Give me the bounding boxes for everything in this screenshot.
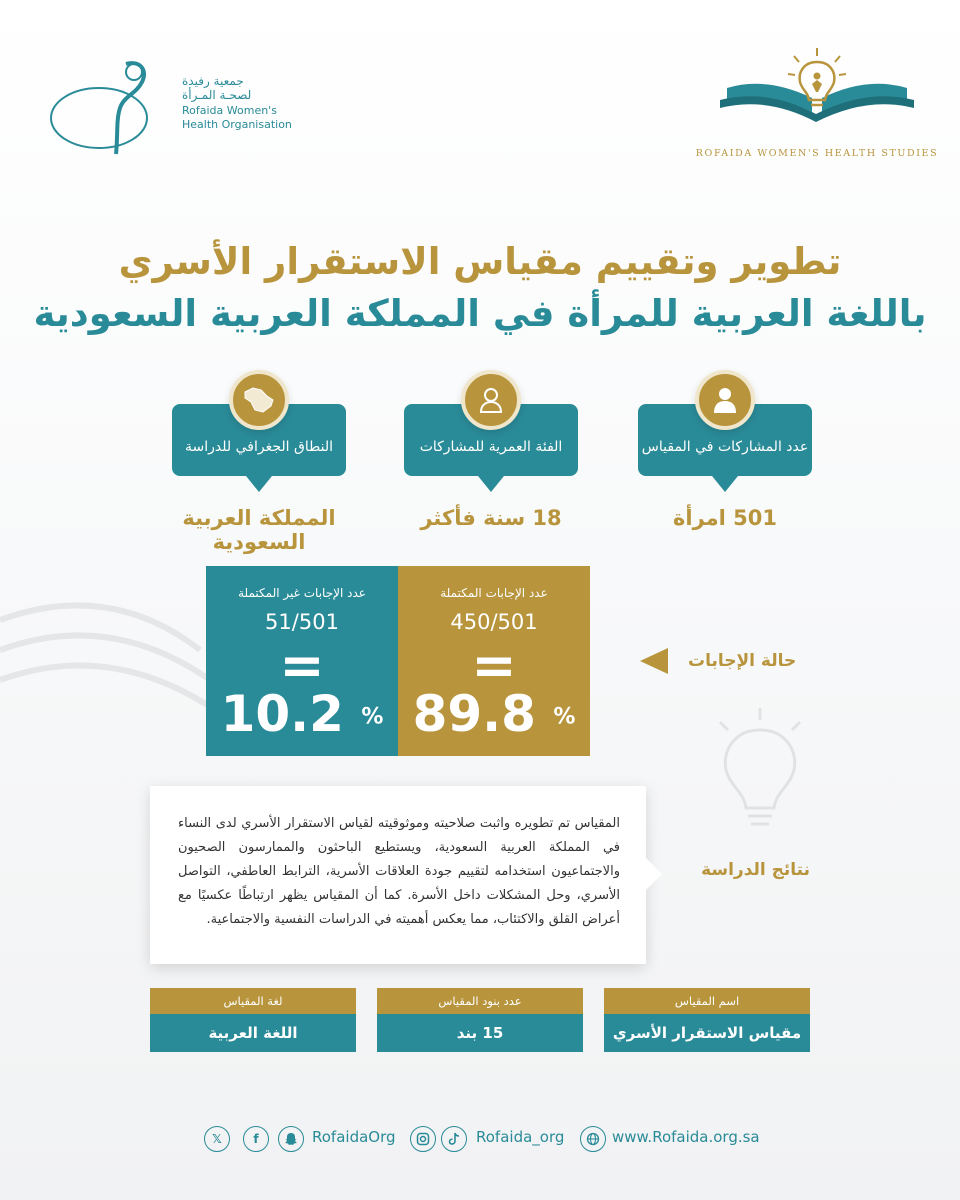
handle-rofaida-org[interactable]: Rofaida_org	[476, 1128, 565, 1146]
scale-name-value: مقياس الاستقرار الأسري	[604, 1014, 810, 1052]
complete-percent-value: 89.8	[412, 685, 536, 743]
scale-items-info	[377, 988, 583, 1052]
studies-caption: ROFAIDA WOMEN'S HEALTH STUDIES	[695, 148, 939, 159]
geography-card-label: النطاق الجغرافي للدراسة	[185, 439, 333, 455]
rofaida-logo-mark	[44, 56, 179, 156]
title-line-2: باللغة العربية للمرأة في المملكة العربية السعودية	[33, 292, 927, 335]
incomplete-label: عدد الإجابات غير المكتملة	[238, 586, 366, 600]
triangle-pointer-icon	[640, 648, 668, 674]
background-bulb-outline	[690, 700, 830, 840]
snapchat-icon[interactable]	[278, 1126, 304, 1152]
results-pointer	[646, 858, 662, 890]
results-section-label: نتائج الدراسة	[701, 860, 810, 880]
scale-items-value: 15 بند	[377, 1014, 583, 1052]
instagram-icon[interactable]	[410, 1126, 436, 1152]
scale-language-label: لغة المقياس	[150, 988, 356, 1014]
tiktok-icon[interactable]	[441, 1126, 467, 1152]
person-outline-icon	[461, 370, 521, 430]
complete-percent	[398, 684, 590, 748]
scale-language-info	[150, 988, 356, 1052]
age-card-label: الفئة العمرية للمشاركات	[419, 439, 563, 455]
responses-label-text: حالة الإجابات	[688, 651, 797, 671]
incomplete-percent-sign: %	[361, 704, 384, 730]
incomplete-equals: =	[279, 634, 325, 697]
globe-icon[interactable]	[580, 1126, 606, 1152]
org-name-en-2: Health Organisation	[182, 118, 292, 131]
org-name-ar-2: لصحـة المـرأة	[182, 88, 252, 102]
responses-section-label	[640, 644, 810, 678]
geography-value: المملكة العربية السعودية	[182, 506, 336, 554]
incomplete-percent-value: 10.2	[220, 685, 344, 743]
complete-label: عدد الإجابات المكتملة	[440, 586, 548, 600]
card-pointer	[712, 476, 738, 492]
handle-rofaidaorg[interactable]: RofaidaOrg	[312, 1128, 396, 1146]
complete-fraction: 450/501	[450, 610, 538, 634]
results-text: المقياس تم تطويره واثبت صلاحيته وموثوقيته لقياس الاستقرار الأسري لدى النساء في المملكة العربية السعودية، ويستطيع الباحثون والممارسون الصحيون والاجتماعيون استخدامه لتقييم جودة العلاقات الأسرية، الترابط العاطفي، التواصل الأسري، وحل المشكلات داخل الأسرة. كما أن المقياس يظهر ارتباطًا عكسيًا مع أعراض القلق والاكتئاب، مما يعكس أهميته في الدراسات النفسية والاجتماعية.	[178, 816, 620, 927]
title-line-1: تطوير وتقييم مقياس الاستقرار الأسري	[118, 240, 842, 283]
incomplete-percent	[206, 684, 398, 748]
scale-name-info	[604, 988, 810, 1052]
book-lightbulb-icon	[712, 48, 922, 143]
saudi-map-icon	[229, 370, 289, 430]
complete-equals: =	[471, 634, 517, 697]
org-name-en-1: Rofaida Women's	[182, 104, 277, 117]
facebook-icon[interactable]: f	[243, 1126, 269, 1152]
complete-percent-sign: %	[553, 704, 576, 730]
participants-card-label: عدد المشاركات في المقياس	[641, 439, 809, 455]
background-decoration	[0, 560, 220, 760]
website-link[interactable]: www.Rofaida.org.sa	[612, 1128, 760, 1146]
scale-language-value: اللغة العربية	[150, 1014, 356, 1052]
scale-name-label: اسم المقياس	[604, 988, 810, 1014]
x-twitter-icon[interactable]: 𝕏	[204, 1126, 230, 1152]
woman-icon	[695, 370, 755, 430]
participants-value: 501 امرأة	[672, 506, 777, 530]
card-pointer	[478, 476, 504, 492]
card-pointer	[246, 476, 272, 492]
incomplete-responses-box	[206, 566, 398, 756]
footer	[0, 1124, 960, 1154]
rofaida-logo	[44, 56, 292, 156]
complete-responses-box	[398, 566, 590, 756]
studies-logo	[695, 48, 939, 168]
org-name-ar-1: جمعية رفيدة	[182, 74, 244, 88]
age-value: 18 سنة فأكثر	[420, 506, 562, 530]
results-box	[150, 786, 646, 964]
incomplete-fraction: 51/501	[265, 610, 339, 634]
scale-items-label: عدد بنود المقياس	[377, 988, 583, 1014]
